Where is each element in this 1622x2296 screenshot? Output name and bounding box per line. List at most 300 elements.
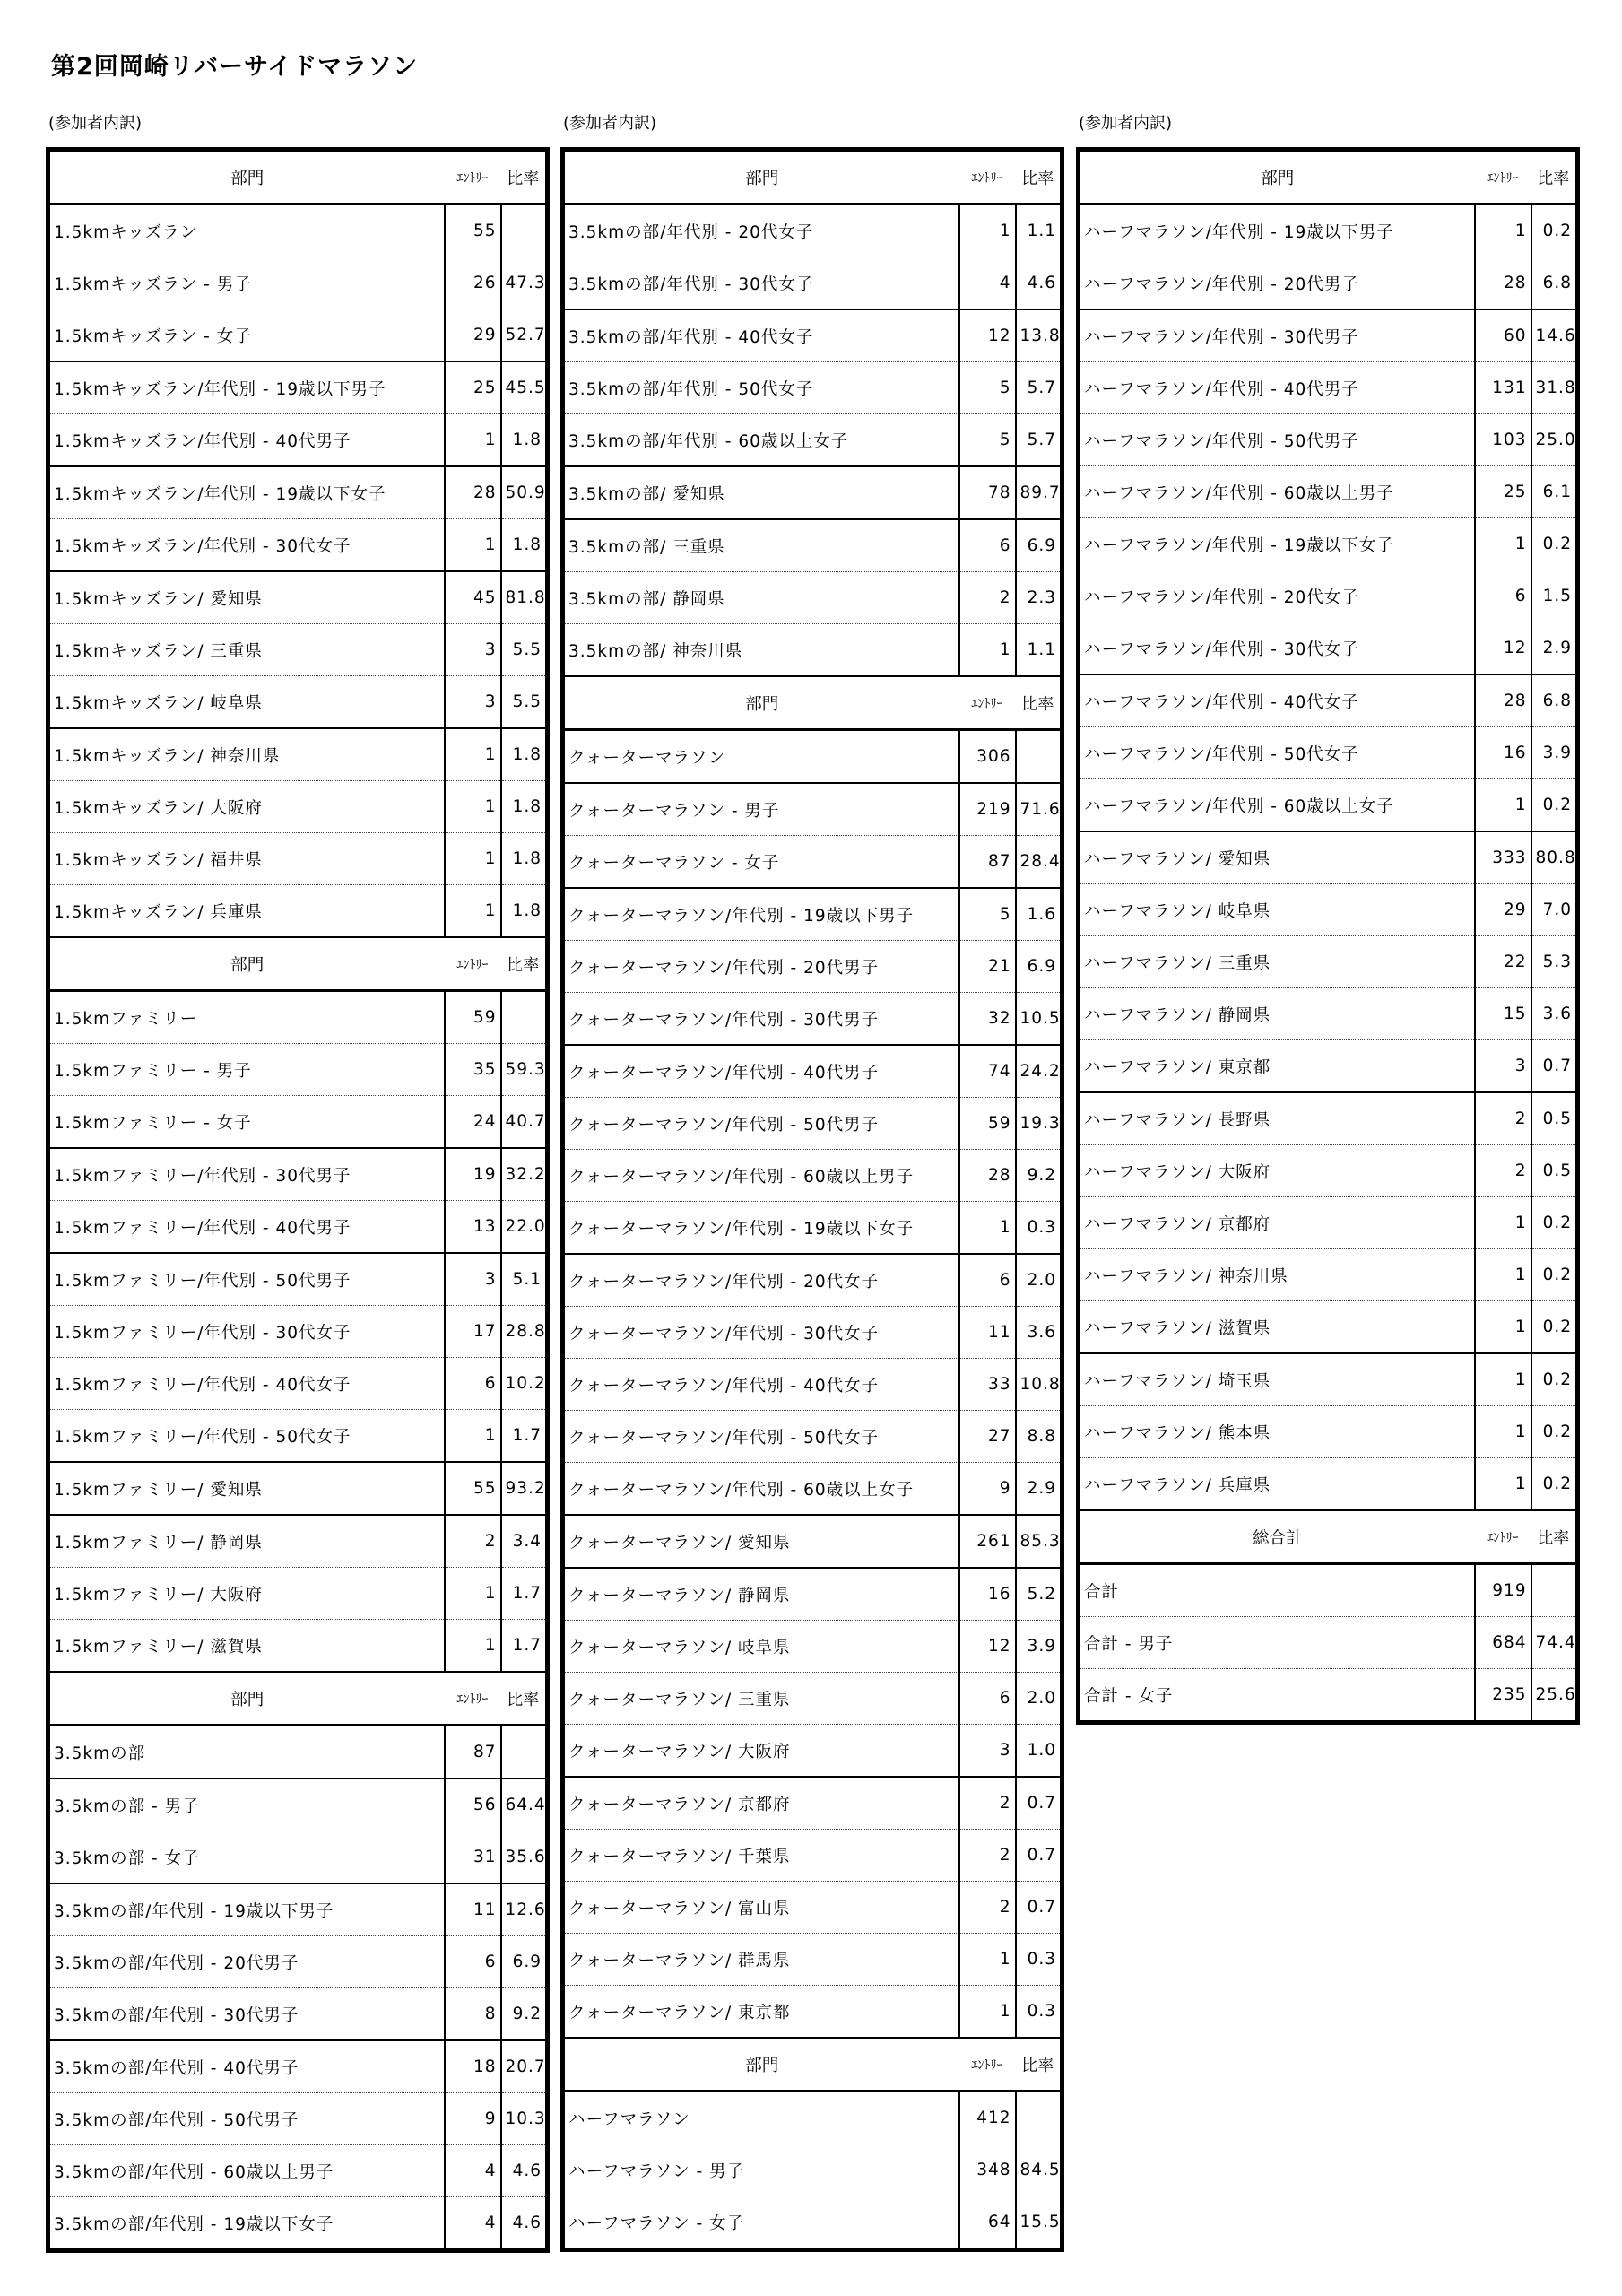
header-entry: ｴﾝﾄﾘｰ	[1475, 150, 1531, 204]
row-entry: 2	[1475, 1145, 1531, 1197]
table-row	[1079, 831, 1578, 884]
row-entry: 60	[1475, 309, 1531, 362]
table-row	[48, 1726, 548, 1779]
row-name: ハーフマラソン/年代別 - 20代男子	[1079, 257, 1475, 310]
row-entry: 9	[959, 1463, 1016, 1516]
row-entry: 1	[959, 1202, 1016, 1255]
row-name: ハーフマラソン/年代別 - 50代女子	[1079, 727, 1475, 779]
row-entry: 4	[959, 257, 1016, 310]
row-entry: 1	[1475, 1249, 1531, 1301]
row-ratio: 25.0	[1531, 414, 1578, 466]
row-name: ハーフマラソン/ 岐阜県	[1079, 884, 1475, 936]
table-row	[48, 833, 548, 885]
row-name: クォーターマラソン/年代別 - 60歳以上女子	[563, 1463, 959, 1516]
row-entry: 2	[959, 572, 1016, 624]
row-ratio: 10.2	[501, 1358, 548, 1410]
row-name: クォーターマラソン/ 岐阜県	[563, 1621, 959, 1673]
row-name: ハーフマラソン/ 三重県	[1079, 936, 1475, 988]
row-ratio: 5.5	[501, 676, 548, 729]
table-row	[48, 2093, 548, 2145]
row-ratio: 0.7	[1016, 1830, 1063, 1882]
row-entry: 45	[445, 571, 501, 624]
table-row	[48, 204, 548, 257]
row-ratio: 4.6	[501, 2197, 548, 2251]
column-label: (参加者内訳)	[563, 114, 657, 133]
row-ratio: 9.2	[501, 1988, 548, 2041]
row-ratio: 4.6	[1016, 257, 1063, 310]
table-row	[1079, 1669, 1578, 1723]
row-name: ハーフマラソン/ 大阪府	[1079, 1145, 1475, 1197]
row-ratio: 10.3	[501, 2093, 548, 2145]
table-row	[48, 1096, 548, 1149]
row-name: クォーターマラソン/年代別 - 19歳以下女子	[563, 1202, 959, 1255]
row-name: 3.5kmの部/ 愛知県	[563, 466, 959, 519]
row-ratio: 89.7	[1016, 466, 1063, 519]
table-row	[48, 781, 548, 833]
row-name: ハーフマラソン/年代別 - 60歳以上男子	[1079, 466, 1475, 518]
row-name: 1.5kmキッズラン/ 兵庫県	[48, 885, 445, 938]
row-name: 1.5kmファミリー/年代別 - 50代女子	[48, 1410, 445, 1463]
table-row	[1079, 414, 1578, 466]
table-row	[1079, 1145, 1578, 1197]
row-name: 1.5kmキッズラン	[48, 204, 445, 257]
table-row	[563, 1045, 1063, 1098]
table-row	[48, 1358, 548, 1410]
row-name: 1.5kmキッズラン/ 岐阜県	[48, 676, 445, 729]
row-entry: 2	[1475, 1092, 1531, 1145]
row-ratio: 1.1	[1016, 204, 1063, 257]
row-entry: 11	[445, 1883, 501, 1936]
row-entry: 3	[1475, 1040, 1531, 1093]
row-ratio: 2.0	[1016, 1673, 1063, 1725]
row-entry: 33	[959, 1359, 1016, 1411]
row-name: クォーターマラソン/ 三重県	[563, 1673, 959, 1725]
table-row	[48, 1883, 548, 1936]
row-name: 1.5kmファミリー/ 愛知県	[48, 1462, 445, 1515]
row-entry: 19	[445, 1148, 501, 1201]
header-section: 部門	[1079, 150, 1475, 204]
table-row	[563, 1882, 1063, 1934]
row-ratio	[501, 1726, 548, 1779]
row-name: 3.5kmの部/ 三重県	[563, 519, 959, 572]
table-row	[1079, 1617, 1578, 1669]
table-row	[563, 309, 1063, 362]
row-ratio: 3.9	[1016, 1621, 1063, 1673]
row-entry: 919	[1475, 1564, 1531, 1617]
row-name: 3.5kmの部/年代別 - 20代男子	[48, 1936, 445, 1988]
row-name: 合計 - 男子	[1079, 1617, 1475, 1669]
row-ratio: 85.3	[1016, 1515, 1063, 1568]
row-name: 3.5kmの部/ 神奈川県	[563, 624, 959, 677]
row-ratio: 0.3	[1016, 1986, 1063, 2039]
table-row	[563, 2144, 1063, 2196]
table-row	[1079, 1406, 1578, 1458]
row-ratio: 3.6	[1016, 1307, 1063, 1359]
table-row	[563, 466, 1063, 519]
row-entry: 18	[445, 2040, 501, 2093]
table-row	[48, 1410, 548, 1463]
row-entry: 59	[445, 991, 501, 1044]
row-entry: 2	[959, 1777, 1016, 1830]
row-name: 1.5kmファミリー/ 大阪府	[48, 1568, 445, 1620]
row-entry: 15	[1475, 988, 1531, 1040]
row-name: 1.5kmファミリー/年代別 - 50代男子	[48, 1253, 445, 1306]
row-ratio: 1.8	[501, 833, 548, 885]
row-ratio	[1016, 2092, 1063, 2144]
row-ratio: 3.4	[501, 1515, 548, 1568]
table-row	[48, 1462, 548, 1515]
table-row	[563, 783, 1063, 836]
row-entry: 412	[959, 2092, 1016, 2144]
row-entry: 5	[959, 888, 1016, 941]
row-entry: 261	[959, 1515, 1016, 1568]
row-entry: 1	[445, 1568, 501, 1620]
row-entry: 1	[1475, 1406, 1531, 1458]
row-ratio: 0.5	[1531, 1092, 1578, 1145]
row-name: ハーフマラソン	[563, 2092, 959, 2144]
table-row	[563, 888, 1063, 941]
row-ratio: 2.9	[1016, 1463, 1063, 1516]
row-name: 合計	[1079, 1564, 1475, 1617]
table-row	[563, 1254, 1063, 1307]
row-name: クォーターマラソン/ 京都府	[563, 1777, 959, 1830]
row-entry: 55	[445, 1462, 501, 1515]
row-ratio: 1.0	[1016, 1725, 1063, 1778]
row-ratio: 6.8	[1531, 674, 1578, 727]
row-entry: 9	[445, 2093, 501, 2145]
table-row	[48, 1620, 548, 1673]
table-row	[1079, 936, 1578, 988]
row-name: ハーフマラソン/ 兵庫県	[1079, 1458, 1475, 1511]
row-ratio: 35.6	[501, 1831, 548, 1884]
row-ratio	[501, 991, 548, 1044]
header-section: 部門	[563, 150, 959, 204]
row-name: クォーターマラソン/年代別 - 40代男子	[563, 1045, 959, 1098]
row-name: 3.5kmの部/年代別 - 20代女子	[563, 204, 959, 257]
table-row	[563, 1411, 1063, 1463]
row-entry: 28	[1475, 674, 1531, 727]
row-entry: 684	[1475, 1617, 1531, 1669]
row-ratio: 50.9	[501, 466, 548, 519]
row-name: クォーターマラソン/年代別 - 30代男子	[563, 993, 959, 1046]
table-row	[563, 1621, 1063, 1673]
row-entry: 74	[959, 1045, 1016, 1098]
table-row	[48, 624, 548, 676]
table-row	[563, 941, 1063, 993]
row-entry: 306	[959, 730, 1016, 784]
row-ratio: 40.7	[501, 1096, 548, 1149]
row-entry: 64	[959, 2196, 1016, 2250]
row-ratio: 22.0	[501, 1201, 548, 1254]
table-row	[1079, 1197, 1578, 1249]
table-row	[563, 1515, 1063, 1568]
row-name: ハーフマラソン - 男子	[563, 2144, 959, 2196]
row-entry: 1	[445, 833, 501, 885]
row-ratio: 0.2	[1531, 1406, 1578, 1458]
row-ratio	[1531, 1564, 1578, 1617]
row-ratio: 20.7	[501, 2040, 548, 2093]
header-entry: ｴﾝﾄﾘｰ	[959, 676, 1016, 730]
table-row	[48, 1936, 548, 1988]
row-entry: 56	[445, 1779, 501, 1831]
row-ratio: 1.7	[501, 1620, 548, 1673]
breakdown-column-1	[46, 113, 550, 2253]
row-entry: 1	[445, 1410, 501, 1463]
row-entry: 12	[959, 309, 1016, 362]
row-entry: 1	[1475, 204, 1531, 257]
row-name: クォーターマラソン/年代別 - 20代女子	[563, 1254, 959, 1307]
row-ratio: 84.5	[1016, 2144, 1063, 2196]
table-row	[563, 1934, 1063, 1986]
row-ratio: 1.7	[501, 1568, 548, 1620]
row-entry: 13	[445, 1201, 501, 1254]
row-entry: 3	[445, 676, 501, 729]
row-ratio: 2.3	[1016, 572, 1063, 624]
row-name: 3.5kmの部 - 男子	[48, 1779, 445, 1831]
table-row	[1079, 727, 1578, 779]
row-name: ハーフマラソン - 女子	[568, 2213, 745, 2233]
row-ratio	[501, 204, 548, 257]
table-row	[48, 1515, 548, 1568]
row-name: ハーフマラソン/ 京都府	[1079, 1197, 1475, 1249]
table-row	[563, 204, 1063, 257]
row-name: クォーターマラソン/年代別 - 30代女子	[563, 1307, 959, 1359]
table-row	[1079, 1040, 1578, 1093]
row-ratio: 81.8	[501, 571, 548, 624]
row-ratio: 1.1	[1016, 624, 1063, 677]
row-name: 1.5kmキッズラン/年代別 - 19歳以下女子	[48, 466, 445, 519]
row-entry: 5	[959, 414, 1016, 467]
table-row	[48, 728, 548, 781]
row-ratio: 3.9	[1531, 727, 1578, 779]
table-row	[48, 2197, 548, 2251]
row-ratio: 24.2	[1016, 1045, 1063, 1098]
row-ratio: 1.8	[501, 728, 548, 781]
row-name: 1.5kmファミリー - 女子	[48, 1096, 445, 1149]
row-ratio: 15.5	[1016, 2196, 1063, 2250]
breakdown-table	[560, 147, 1064, 2252]
header-entry: ｴﾝﾄﾘｰ	[445, 1672, 501, 1726]
row-entry: 28	[445, 466, 501, 519]
row-ratio: 74.4	[1531, 1617, 1578, 1669]
row-name: クォーターマラソン/ 群馬県	[563, 1934, 959, 1986]
table-row	[563, 1830, 1063, 1882]
row-ratio: 6.1	[1531, 466, 1578, 518]
row-name: 3.5kmの部	[48, 1726, 445, 1779]
table-row	[563, 1777, 1063, 1830]
table-header-row	[563, 676, 1063, 730]
row-entry: 6	[959, 1254, 1016, 1307]
row-name: ハーフマラソン/ 愛知県	[1079, 831, 1475, 884]
row-entry: 87	[445, 1726, 501, 1779]
table-row	[1079, 362, 1578, 414]
table-row	[563, 1725, 1063, 1778]
row-ratio: 0.2	[1531, 518, 1578, 570]
table-header-row	[1079, 150, 1578, 204]
table-row	[1079, 622, 1578, 675]
row-ratio: 13.8	[1016, 309, 1063, 362]
row-ratio: 2.9	[1531, 622, 1578, 675]
row-entry: 4	[445, 2145, 501, 2197]
row-ratio: 47.3	[501, 257, 548, 309]
row-name: ハーフマラソン/年代別 - 30代女子	[1079, 622, 1475, 675]
row-name: 1.5kmファミリー/年代別 - 40代女子	[48, 1358, 445, 1410]
row-ratio: 28.4	[1016, 836, 1063, 889]
row-name: 1.5kmファミリー/ 滋賀県	[48, 1620, 445, 1673]
row-name: クォーターマラソン/年代別 - 40代女子	[563, 1359, 959, 1411]
row-entry: 1	[1475, 1301, 1531, 1354]
row-entry: 1	[445, 1620, 501, 1673]
row-ratio: 80.8	[1531, 831, 1578, 884]
row-name: クォーターマラソン	[563, 730, 959, 784]
row-entry: 6	[445, 1358, 501, 1410]
row-name: ハーフマラソン/ 熊本県	[1079, 1406, 1475, 1458]
table-row	[1079, 1353, 1578, 1406]
row-name: ハーフマラソン/年代別 - 20代女子	[1079, 570, 1475, 622]
header-section: 総合計	[1079, 1510, 1475, 1564]
row-name: 3.5kmの部 - 女子	[48, 1831, 445, 1884]
row-ratio: 4.6	[501, 2145, 548, 2197]
row-name: クォーターマラソン/ 大阪府	[563, 1725, 959, 1778]
row-ratio: 0.2	[1531, 1301, 1578, 1354]
row-entry: 3	[445, 1253, 501, 1306]
table-row	[48, 676, 548, 729]
row-name: クォーターマラソン/ 千葉県	[563, 1830, 959, 1882]
row-name: 1.5kmキッズラン/ 愛知県	[48, 571, 445, 624]
row-entry: 27	[959, 1411, 1016, 1463]
row-entry: 32	[959, 993, 1016, 1046]
row-name: ハーフマラソン/ 神奈川県	[1079, 1249, 1475, 1301]
row-name: 3.5kmの部/年代別 - 40代女子	[563, 309, 959, 362]
row-name: 3.5kmの部/年代別 - 60歳以上女子	[563, 414, 959, 467]
table-row	[563, 1202, 1063, 1255]
row-name: クォーターマラソン/年代別 - 19歳以下男子	[563, 888, 959, 941]
row-entry: 1	[445, 728, 501, 781]
row-entry: 16	[959, 1568, 1016, 1621]
row-ratio: 0.5	[1531, 1145, 1578, 1197]
table-row	[48, 571, 548, 624]
header-section: 部門	[563, 676, 959, 730]
table-row	[1079, 204, 1578, 257]
table-row	[563, 519, 1063, 572]
row-name: 1.5kmキッズラン/ 神奈川県	[48, 728, 445, 781]
table-row	[48, 257, 548, 309]
table-row	[563, 414, 1063, 467]
row-name: クォーターマラソン/ 愛知県	[563, 1515, 959, 1568]
table-row	[1079, 884, 1578, 936]
row-entry: 1	[445, 885, 501, 938]
table-row	[1079, 309, 1578, 362]
row-ratio: 0.2	[1531, 1353, 1578, 1406]
row-ratio: 5.2	[1016, 1568, 1063, 1621]
table-header-row	[48, 937, 548, 991]
table-row	[1079, 466, 1578, 518]
row-entry: 59	[959, 1098, 1016, 1150]
row-name: 3.5kmの部/ 静岡県	[563, 572, 959, 624]
row-name: 3.5kmの部/年代別 - 30代女子	[563, 257, 959, 310]
row-name: ハーフマラソン/年代別 - 19歳以下男子	[1079, 204, 1475, 257]
table-row	[563, 2092, 1063, 2144]
row-ratio: 1.8	[501, 414, 548, 467]
row-name: 1.5kmファミリー/年代別 - 30代女子	[48, 1306, 445, 1358]
row-name: 1.5kmキッズラン/年代別 - 19歳以下男子	[48, 361, 445, 414]
row-ratio: 10.8	[1016, 1359, 1063, 1411]
row-ratio: 0.2	[1531, 1249, 1578, 1301]
row-entry: 28	[1475, 257, 1531, 310]
column-label: (参加者内訳)	[1079, 114, 1173, 133]
row-ratio: 9.2	[1016, 1150, 1063, 1202]
row-entry: 17	[445, 1306, 501, 1358]
row-name: ハーフマラソン/ 埼玉県	[1079, 1353, 1475, 1406]
row-name: 1.5kmキッズラン/ 福井県	[48, 833, 445, 885]
header-ratio: 比率	[501, 150, 548, 204]
row-ratio: 1.6	[1016, 888, 1063, 941]
row-ratio: 52.7	[501, 309, 548, 362]
table-row	[563, 1673, 1063, 1725]
row-entry: 235	[1475, 1669, 1531, 1723]
row-name: 1.5kmファミリー/年代別 - 30代男子	[48, 1148, 445, 1201]
row-ratio: 12.6	[501, 1883, 548, 1936]
row-name: 1.5kmキッズラン/年代別 - 40代男子	[48, 414, 445, 467]
row-ratio: 45.5	[501, 361, 548, 414]
row-entry: 28	[959, 1150, 1016, 1202]
row-ratio: 64.4	[501, 1779, 548, 1831]
header-section: 部門	[48, 937, 445, 991]
row-entry: 1	[445, 781, 501, 833]
row-name: ハーフマラソン/年代別 - 40代女子	[1079, 674, 1475, 727]
row-entry: 4	[445, 2197, 501, 2251]
row-entry: 1	[959, 1986, 1016, 2039]
row-name: クォーターマラソン/年代別 - 50代男子	[563, 1098, 959, 1150]
row-entry: 6	[445, 1936, 501, 1988]
table-header-row	[563, 150, 1063, 204]
table-row	[1079, 1249, 1578, 1301]
table-row	[563, 1098, 1063, 1150]
row-entry: 87	[959, 836, 1016, 889]
table-row	[1079, 674, 1578, 727]
row-ratio	[1016, 730, 1063, 784]
breakdown-table	[46, 147, 550, 2253]
breakdown-column-2	[560, 113, 1064, 2252]
row-ratio: 0.2	[1531, 204, 1578, 257]
row-ratio: 10.5	[1016, 993, 1063, 1046]
table-row	[1079, 570, 1578, 622]
row-name: 3.5kmの部/年代別 - 50代女子	[563, 362, 959, 414]
row-ratio: 0.7	[1016, 1777, 1063, 1830]
table-header-row	[48, 1672, 548, 1726]
row-entry: 1	[1475, 1197, 1531, 1249]
row-entry: 219	[959, 783, 1016, 836]
row-name: 1.5kmキッズラン/年代別 - 30代女子	[48, 519, 445, 572]
table-row	[48, 361, 548, 414]
table-row	[48, 309, 548, 362]
header-ratio: 比率	[1531, 1510, 1578, 1564]
table-row	[48, 885, 548, 938]
column-label: (参加者内訳)	[48, 114, 143, 133]
row-entry: 29	[445, 309, 501, 362]
row-name: 3.5kmの部/年代別 - 50代男子	[48, 2093, 445, 2145]
table-row	[48, 1044, 548, 1096]
row-name: 3.5kmの部/年代別 - 60歳以上男子	[48, 2145, 445, 2197]
row-entry: 25	[1475, 466, 1531, 518]
header-ratio: 比率	[1016, 2038, 1063, 2092]
table-row	[48, 2145, 548, 2197]
row-ratio: 1.8	[501, 885, 548, 938]
row-ratio: 6.8	[1531, 257, 1578, 310]
table-row	[1079, 988, 1578, 1040]
row-entry: 12	[1475, 622, 1531, 675]
table-row	[563, 2196, 1063, 2250]
